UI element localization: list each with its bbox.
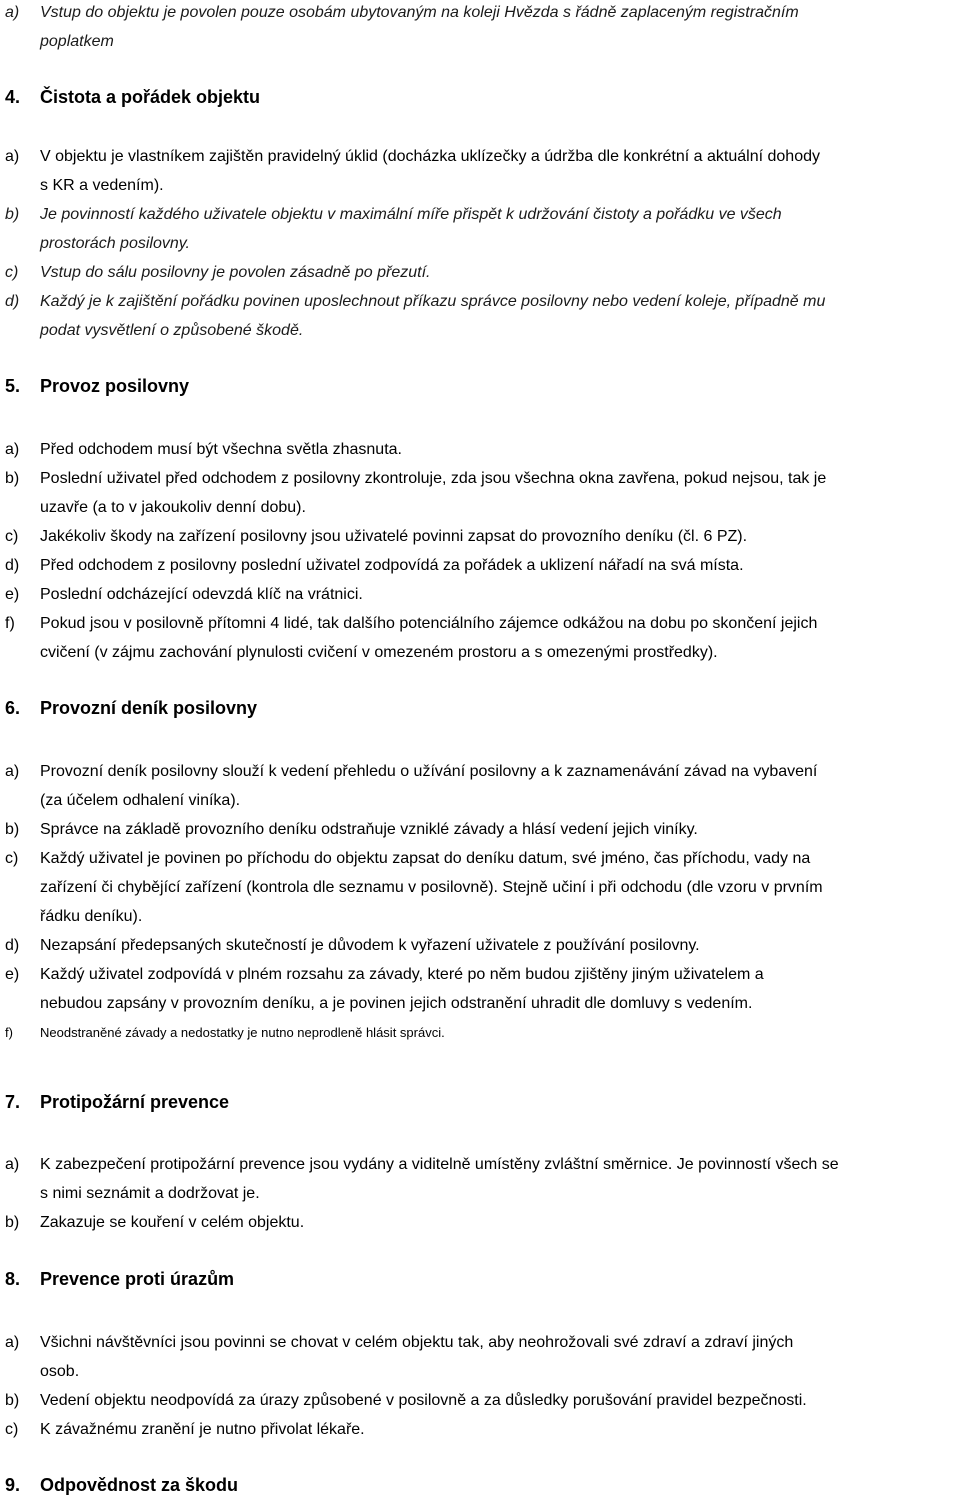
list-marker: a) — [5, 1156, 20, 1173]
list-item — [5, 1386, 955, 1415]
list-item-text: Nezapsání předepsaných skutečností je důvodem k vyřazení uživatele z používání posilovny. — [40, 937, 700, 954]
section-number: 5. — [5, 376, 21, 396]
list-item-text: Před odchodem z posilovny poslední uživatel zodpovídá za pořádek a uklizení nářadí na svá místa. — [40, 557, 744, 574]
list-marker: c) — [5, 850, 19, 867]
list-item — [5, 522, 955, 551]
list-item-text: Před odchodem musí být všechna světla zhasnuta. — [40, 441, 402, 458]
list-marker: c) — [5, 1421, 19, 1438]
list-item — [5, 435, 955, 464]
list-item — [5, 258, 955, 287]
list-item-text: Každý uživatel je povinen po příchodu do objektu zapsat do deníku datum, své jméno, čas příchodu, vady na zařízení či chybějící zařízení (kontrola dle seznamu v posilovně). Stejně učiní i při odchodu (dle vzoru v prvním řádku deníku). — [40, 850, 823, 925]
list-marker: d) — [5, 937, 20, 954]
list-marker: e) — [5, 586, 20, 603]
list-marker: f) — [5, 1025, 13, 1040]
list-marker: a) — [5, 763, 20, 780]
section-title: Protipožární prevence — [40, 1092, 230, 1112]
list-item-text: Správce na základě provozního deníku odstraňuje vzniklé závady a hlásí vedení jejich viníky. — [40, 821, 698, 838]
list-marker: b) — [5, 206, 20, 223]
section-title: Provoz posilovny — [40, 376, 190, 396]
list-marker: b) — [5, 821, 20, 838]
list-marker: a) — [5, 4, 20, 21]
list-item — [5, 1150, 955, 1208]
list-item — [5, 200, 955, 258]
list-marker: c) — [5, 528, 19, 545]
list-marker: c) — [5, 264, 19, 281]
list-marker: a) — [5, 148, 20, 165]
list-item-text: Pokud jsou v posilovně přítomni 4 lidé, tak dalšího potenciálního zájemce odkážou na dobu po skončení jejich cvičení (v zájmu zachování plynulosti cvičení v omezeném prostoru a s omezenými prostředky). — [40, 615, 818, 661]
section-number: 9. — [5, 1475, 21, 1495]
list-item — [5, 142, 955, 200]
list-item-text: Každý uživatel zodpovídá v plném rozsahu za závady, které po něm budou zjištěny jiným uživatelem a nebudou zapsány v provozním deníku, a je povinen jejich odstranění uhradit dle domluvy s vedením. — [40, 966, 764, 1012]
list-item-text: Vedení objektu neodpovídá za úrazy způsobené v posilovně a za důsledky porušování pravidel bezpečnosti. — [40, 1392, 807, 1409]
list-item — [5, 844, 955, 931]
list-marker: b) — [5, 470, 20, 487]
list-marker: f) — [5, 615, 15, 632]
list-item — [5, 960, 955, 1018]
list-item — [5, 757, 955, 815]
list-marker: d) — [5, 557, 20, 574]
section-number: 7. — [5, 1092, 21, 1112]
section-number: 4. — [5, 87, 21, 107]
list-item-text: K zabezpečení protipožární prevence jsou vydány a viditelně umístěny zvláštní směrnice. Je povinností všech se s nimi seznámit a dodržovat je. — [40, 1156, 839, 1202]
section-number: 6. — [5, 698, 21, 718]
section-title: Provozní deník posilovny — [40, 698, 258, 718]
list-item-text: Poslední odcházející odevzdá klíč na vrátnici. — [40, 586, 363, 603]
list-marker: a) — [5, 441, 20, 458]
list-item — [5, 0, 955, 56]
section-title: Odpovědnost za škodu — [40, 1475, 239, 1495]
section-heading — [5, 1089, 955, 1115]
list-marker: b) — [5, 1392, 20, 1409]
list-item-text: Provozní deník posilovny slouží k vedení přehledu o užívání posilovny a k zaznamenávání závad na vybavení (za účelem odhalení viníka). — [40, 763, 818, 809]
section-title: Čistota a pořádek objektu — [40, 87, 261, 107]
section-heading — [5, 84, 955, 110]
section-number: 8. — [5, 1269, 21, 1289]
list-item-text: V objektu je vlastníkem zajištěn pravidelný úklid (docházka uklízečky a údržba dle konkrétní a aktuální dohody s KR a vedením). — [40, 148, 820, 194]
list-item-text: Zakazuje se kouření v celém objektu. — [40, 1214, 305, 1231]
list-marker: a) — [5, 1334, 20, 1351]
list-item-text: Poslední uživatel před odchodem z posilovny zkontroluje, zda jsou všechna okna zavřena, pokud nejsou, tak je uzavře (a to v jakoukoliv denní dobu). — [40, 470, 827, 516]
list-item-text: Všichni návštěvníci jsou povinni se chovat v celém objektu tak, aby neohrožovali své zdraví a zdraví jiných osob. — [40, 1334, 794, 1380]
list-item — [5, 1328, 955, 1386]
list-item — [5, 580, 955, 609]
section-heading — [5, 1266, 955, 1292]
list-item — [5, 551, 955, 580]
list-item-text: Každý je k zajištění pořádku povinen uposlechnout příkazu správce posilovny nebo vedení koleje, případně mu podat vysvětlení o způsobené škodě. — [40, 293, 826, 339]
list-item — [5, 1208, 955, 1237]
list-item — [5, 287, 955, 345]
list-marker: e) — [5, 966, 20, 983]
list-item — [5, 1415, 955, 1444]
section-heading — [5, 695, 955, 721]
section-heading — [5, 1472, 955, 1498]
section-heading — [5, 373, 955, 399]
list-marker: d) — [5, 293, 20, 310]
list-item-text: Vstup do objektu je povolen pouze osobám ubytovaným na koleji Hvězda s řádně zaplaceným registračním poplatkem — [40, 4, 799, 50]
list-item-text: Vstup do sálu posilovny je povolen zásadně po přezutí. — [40, 264, 431, 281]
list-item — [5, 464, 955, 522]
list-item — [5, 931, 955, 960]
list-item-text: K závažnému zranění je nutno přivolat lékaře. — [40, 1421, 365, 1438]
list-item-text: Neodstraněné závady a nedostatky je nutno neprodleně hlásit správci. — [40, 1025, 445, 1040]
list-item — [5, 609, 955, 667]
list-item — [5, 815, 955, 844]
list-item-text: Je povinností každého uživatele objektu v maximální míře přispět k udržování čistoty a pořádku ve všech prostorách posilovny. — [40, 206, 782, 252]
section-title: Prevence proti úrazům — [40, 1269, 235, 1289]
list-item — [5, 1018, 955, 1047]
list-item-text: Jakékoliv škody na zařízení posilovny jsou uživatelé povinni zapsat do provozního deníku (čl. 6 PZ). — [40, 528, 748, 545]
list-marker: b) — [5, 1214, 20, 1231]
